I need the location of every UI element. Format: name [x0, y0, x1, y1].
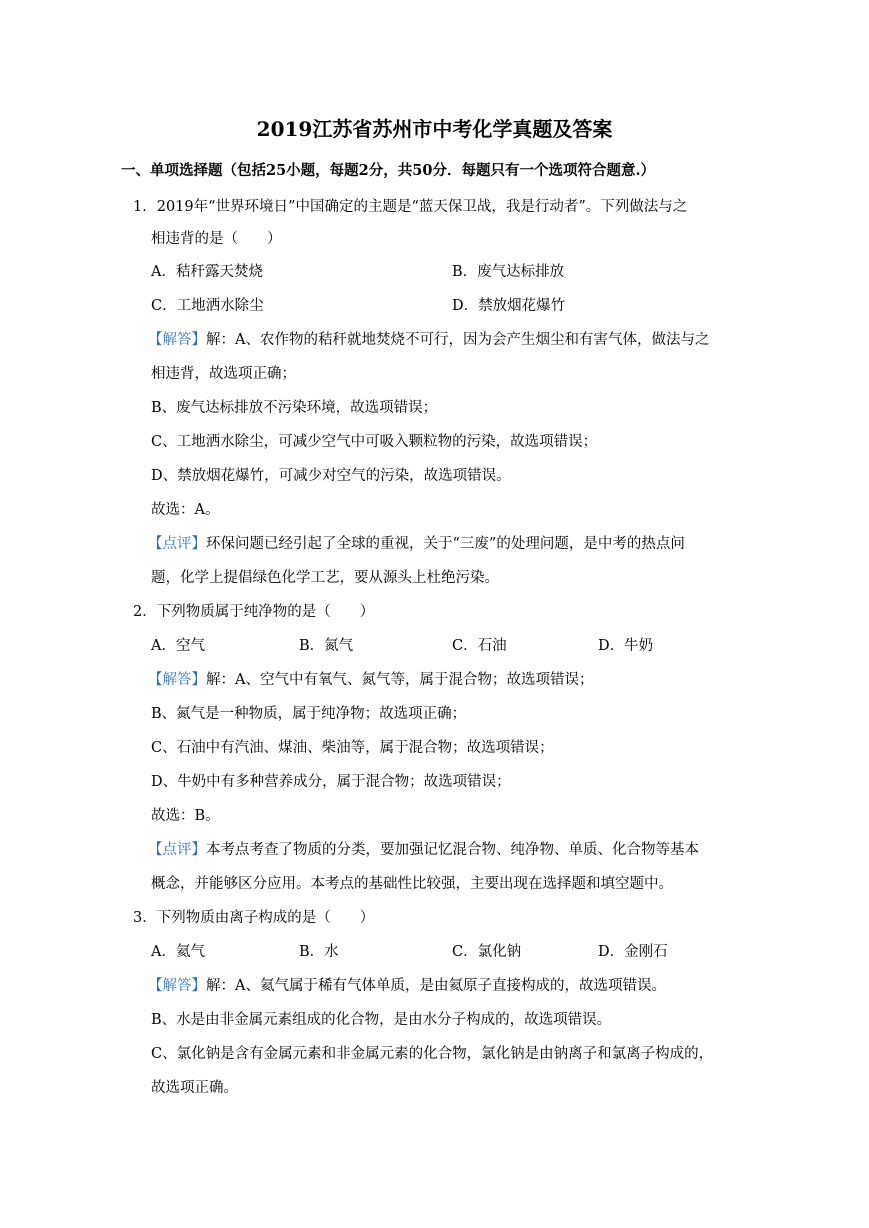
q3-option-a: A．氦气 — [151, 944, 205, 960]
q3-answer-line3: C、氯化钠是含有金属元素和非金属元素的化合物，氯化钠是由钠离子和氯离子构成的， — [151, 1046, 714, 1062]
q1-comment-line1: 【点评】环保问题已经引起了全球的重视，关于“三废”的处理问题，是中考的热点问 — [148, 536, 685, 552]
q3-option-d: D．金刚石 — [598, 944, 668, 960]
q2-answer-line1: 【解答】解：A、空气中有氧气、氮气等，属于混合物；故选项错误； — [148, 672, 594, 688]
q2-option-c: C．石油 — [452, 638, 507, 654]
q1-stem-line2: 相违背的是（ ） — [151, 231, 282, 247]
answer-tag: 【解答】 — [148, 978, 206, 994]
q2-stem: 2．下列物质属于纯净物的是（ ） — [133, 604, 375, 620]
q2-answer-line5: 故选：B。 — [151, 808, 220, 824]
q2-answer-line4: D、牛奶中有多种营养成分，属于混合物；故选项错误； — [151, 774, 511, 790]
q3-stem: 3．下列物质由离子构成的是（ ） — [133, 910, 375, 926]
q1-option-c: C．工地洒水除尘 — [151, 298, 264, 314]
q1-option-b: B．废气达标排放 — [452, 264, 565, 280]
q3-answer-line1: 【解答】解：A、氦气属于稀有气体单质，是由氦原子直接构成的，故选项错误。 — [148, 978, 666, 994]
q1-answer-line4: C、工地洒水除尘，可减少空气中可吸入颗粒物的污染，故选项错误； — [151, 434, 598, 450]
q1-stem-line1: 1．2019年“世界环境日”中国确定的主题是“蓝天保卫战，我是行动者”。下列做法与之 — [133, 199, 688, 215]
section-heading: 一、单项选择题（包括25小题，每题2分，共50分．每题只有一个选项符合题意.） — [121, 162, 655, 179]
q1-answer-line1: 【解答】解：A、农作物的秸秆就地焚烧不可行，因为会产生烟尘和有害气体，做法与之 — [148, 332, 710, 348]
comment-tag: 【点评】 — [148, 842, 206, 858]
q2-option-a: A．空气 — [151, 638, 205, 654]
q2-option-d: D．牛奶 — [598, 638, 654, 654]
q3-answer-line2: B、水是由非金属元素组成的化合物，是由水分子构成的，故选项错误。 — [151, 1012, 612, 1028]
answer-tag: 【解答】 — [148, 332, 206, 348]
q2-comment-line1: 【点评】本考点考查了物质的分类，要加强记忆混合物、纯净物、单质、化合物等基本 — [148, 842, 699, 858]
q1-answer-line2: 相违背，故选项正确； — [151, 366, 296, 382]
q3-option-c: C．氯化钠 — [452, 944, 522, 960]
q2-answer-line2: B、氮气是一种物质，属于纯净物；故选项正确； — [151, 706, 467, 722]
q1-answer-line6: 故选：A。 — [151, 502, 220, 518]
q1-option-d: D．禁放烟花爆竹 — [452, 298, 566, 314]
q1-option-a: A．秸秆露天焚烧 — [151, 264, 263, 280]
q1-comment-line2: 题，化学上提倡绿色化学工艺，要从源头上杜绝污染。 — [151, 570, 499, 586]
q3-answer-line4: 故选项正确。 — [151, 1080, 238, 1096]
q2-option-b: B．氮气 — [299, 638, 354, 654]
q1-answer-line3: B、废气达标排放不污染环境，故选项错误； — [151, 400, 438, 416]
q2-comment-line2: 概念，并能够区分应用。本考点的基础性比较强，主要出现在选择题和填空题中。 — [151, 876, 673, 892]
answer-tag: 【解答】 — [148, 672, 206, 688]
q3-option-b: B．水 — [299, 944, 339, 960]
document-title: 2019江苏省苏州市中考化学真题及答案 — [256, 117, 613, 141]
q2-answer-line3: C、石油中有汽油、煤油、柴油等，属于混合物；故选项错误； — [151, 740, 554, 756]
q1-answer-line5: D、禁放烟花爆竹，可减少对空气的污染，故选项错误。 — [151, 468, 511, 484]
comment-tag: 【点评】 — [148, 536, 206, 552]
